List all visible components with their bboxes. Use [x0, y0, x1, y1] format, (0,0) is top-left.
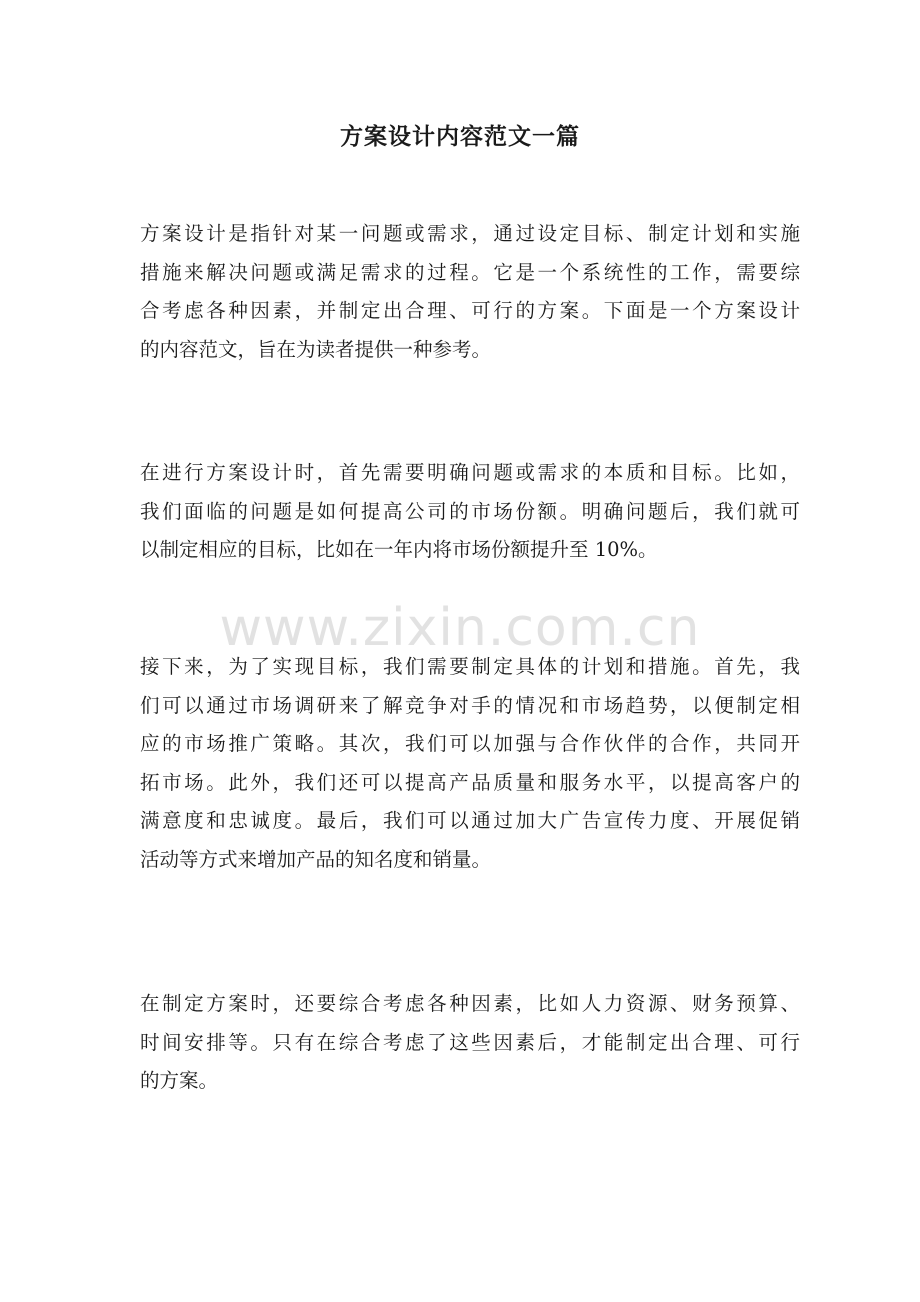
paragraph-line: 措施来解决问题或满足需求的过程。它是一个系统性的工作，需要综 — [140, 260, 800, 284]
paragraph-line: 满意度和忠诚度。最后，我们可以通过加大广告宣传力度、开展促销 — [140, 809, 800, 832]
paragraph-line: 应的市场推广策略。其次，我们可以加强与合作伙伴的合作，共同开 — [140, 732, 800, 755]
paragraph-line: 接下来，为了实现目标，我们需要制定具体的计划和措施。首先，我 — [140, 655, 800, 678]
paragraph-line: 方案设计是指针对某一问题或需求，通过设定目标、制定计划和实施 — [140, 222, 800, 245]
paragraph-3 — [140, 648, 800, 879]
paragraph-line: 以制定相应的目标，比如在一年内将市场份额提升至 10%。 — [140, 538, 658, 561]
paragraph-line: 的内容范文，旨在为读者提供一种参考。 — [140, 337, 492, 361]
paragraph-4 — [140, 985, 800, 1101]
paragraph-line: 时间安排等。只有在综合考虑了这些因素后，才能制定出合理、可行 — [140, 1030, 800, 1054]
paragraph-line: 们可以通过市场调研来了解竞争对手的情况和市场趋势，以便制定相 — [140, 693, 800, 717]
paragraph-line: 在制定方案时，还要综合考虑各种因素，比如人力资源、财务预算、 — [140, 992, 800, 1015]
paragraph-line: 拓市场。此外，我们还可以提高产品质量和服务水平，以提高客户的 — [140, 770, 800, 794]
paragraph-line: 合考虑各种因素，并制定出合理、可行的方案。下面是一个方案设计 — [140, 299, 800, 322]
paragraph-line: 的方案。 — [140, 1069, 219, 1092]
document-title: 方案设计内容范文一篇 — [340, 123, 580, 150]
paragraph-line: 我们面临的问题是如何提高公司的市场份额。明确问题后，我们就可 — [140, 499, 800, 523]
paragraph-2 — [140, 454, 800, 570]
watermark: www.zixin.com.cn — [219, 598, 701, 658]
paragraph-line: 活动等方式来增加产品的知名度和销量。 — [140, 847, 492, 871]
paragraph-line: 在进行方案设计时，首先需要明确问题或需求的本质和目标。比如， — [140, 461, 800, 484]
paragraph-1 — [140, 215, 800, 369]
